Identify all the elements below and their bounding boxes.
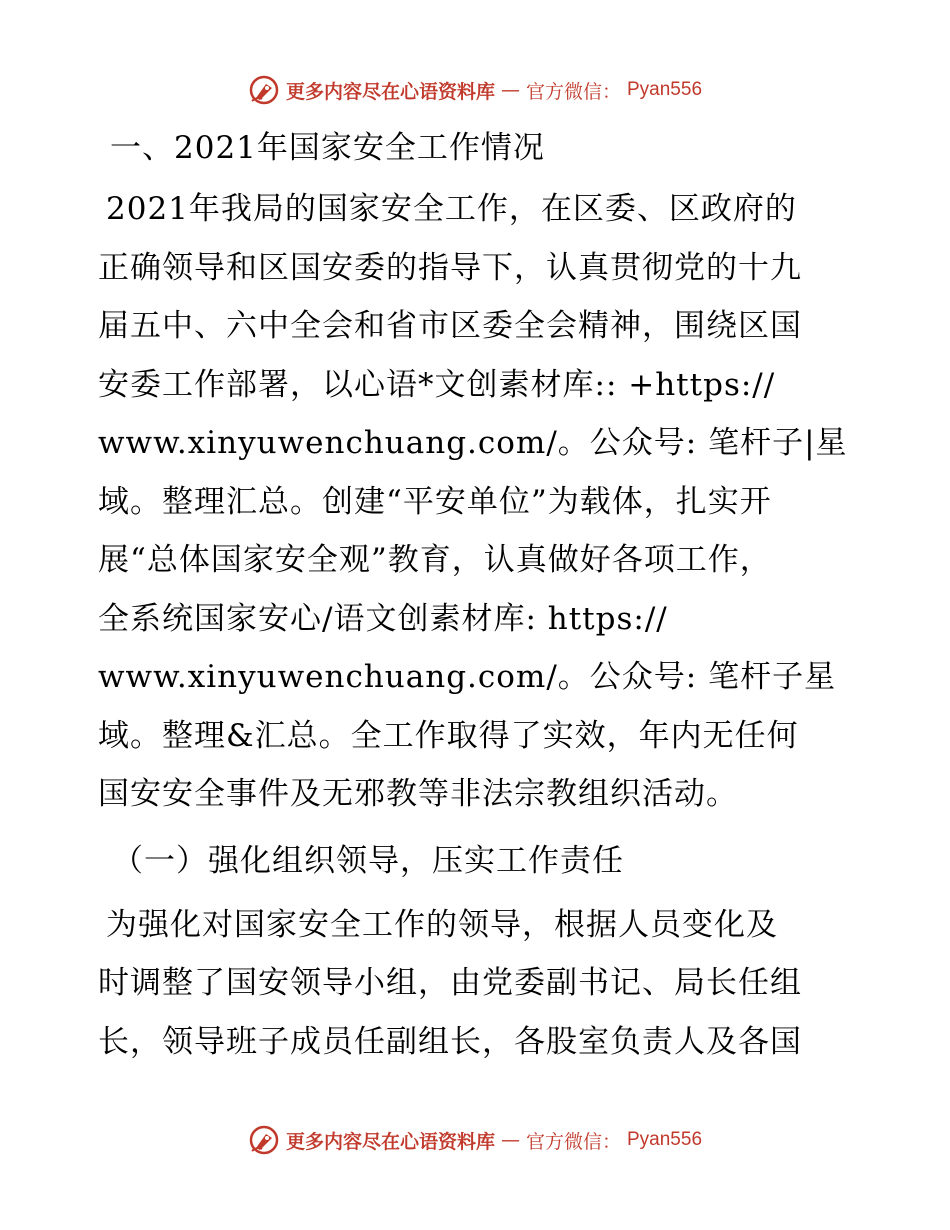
pen-nib-logo-icon: [248, 74, 280, 106]
paragraph-line: 正确领导和区国安委的指导下，认真贯彻党的十九: [98, 249, 802, 286]
paragraph-line: 长，领导班子成员任副组长，各股室负责人及各国: [98, 1023, 802, 1060]
watermark-text: 更多内容尽在心语资料库: [285, 80, 495, 103]
watermark-wechat-label: 官方微信：: [525, 80, 621, 103]
paragraph-line: 安委工作部署，以心语*文创素材库:: +https://: [98, 366, 776, 403]
paragraph-line: 全系统国家安心/语文创素材库: https://: [98, 600, 668, 637]
paragraph-line: 时调整了国安领导小组，由党委副书记、局长任组: [98, 965, 802, 1001]
watermark-separator: —: [500, 1129, 520, 1151]
paragraph-line: 为强化对国家安全工作的领导，根据人员变化及: [106, 906, 778, 943]
paragraph-1: [98, 180, 858, 824]
pen-nib-logo-icon: [248, 1124, 280, 1156]
paragraph-line: 届五中、六中全会和省市区委全会精神，围绕区国: [98, 308, 802, 344]
watermark-wechat-id: Pyan556: [627, 79, 703, 100]
section-heading: 一、2021年国家安全工作情况: [110, 130, 545, 166]
watermark-banner-top: [0, 70, 950, 110]
subsection-heading: （一）强化组织领导，压实工作责任: [112, 842, 624, 879]
watermark-banner-bottom: [0, 1120, 950, 1160]
document-body: [98, 120, 858, 1071]
watermark-text: 更多内容尽在心语资料库: [285, 1130, 495, 1153]
paragraph-line: 域。整理&汇总。全工作取得了实效，年内无任何: [98, 717, 799, 754]
paragraph-line: 展“总体国家安全观”教育，认真做好各项工作，: [98, 542, 772, 578]
watermark-wechat-label: 官方微信：: [525, 1130, 621, 1153]
paragraph-line: www.xinyuwenchuang.com/。公众号: 笔杆子星: [98, 659, 837, 695]
paragraph-line: www.xinyuwenchuang.com/。公众号: 笔杆子|星: [98, 425, 848, 461]
watermark-separator: —: [500, 79, 520, 101]
paragraph-line: 域。整理汇总。创建“平安单位”为载体，扎实开: [98, 483, 772, 520]
paragraph-2: [98, 896, 858, 1072]
watermark-wechat-id: Pyan556: [627, 1129, 703, 1150]
paragraph-line: 2021年我局的国家安全工作，在区委、区政府的: [106, 191, 797, 227]
paragraph-line: 国安安全事件及无邪教等非法宗教组织活动。: [98, 776, 738, 812]
